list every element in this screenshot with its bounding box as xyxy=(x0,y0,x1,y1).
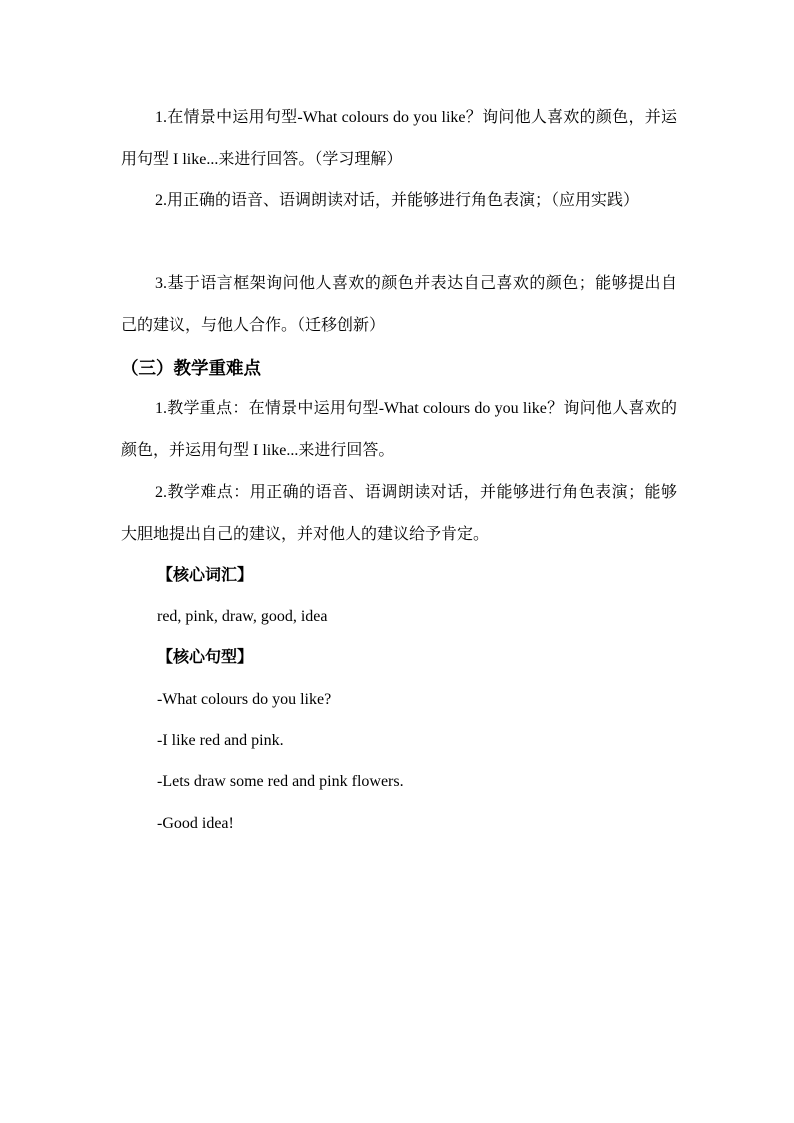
key-point-1: 1.教学重点：在情景中运用句型-What colours do you like？询问他人喜欢的颜色，并运用句型 I like...来进行回答。 xyxy=(121,400,677,459)
vocab-list: red, pink, draw, good, idea xyxy=(157,608,328,625)
vocab-heading: 【核心词汇】 xyxy=(157,567,254,584)
sentence-3: -Lets draw some red and pink flowers. xyxy=(157,773,404,790)
sentence-heading: 【核心句型】 xyxy=(157,649,254,666)
key-point-2: 2.教学难点：用正确的语音、语调朗读对话，并能够进行角色表演；能够大胆地提出自己的建议，并对他人的建议给予肯定。 xyxy=(121,484,677,543)
objective-2: 2.用正确的语音、语调朗读对话，并能够进行角色表演；（应用实践） xyxy=(155,192,640,209)
sentence-2: -I like red and pink. xyxy=(157,732,284,749)
objective-1: 1.在情景中运用句型-What colours do you like？询问他人喜欢的颜色，并运用句型 I like...来进行回答。（学习理解） xyxy=(121,109,677,168)
sentence-4: -Good idea! xyxy=(157,815,234,832)
section-heading: （三）教学重难点 xyxy=(121,358,261,378)
sentence-1: -What colours do you like? xyxy=(157,691,332,708)
objective-3: 3.基于语言框架询问他人喜欢的颜色并表达自己喜欢的颜色；能够提出自己的建议，与他人合作。（迁移创新） xyxy=(121,275,677,334)
